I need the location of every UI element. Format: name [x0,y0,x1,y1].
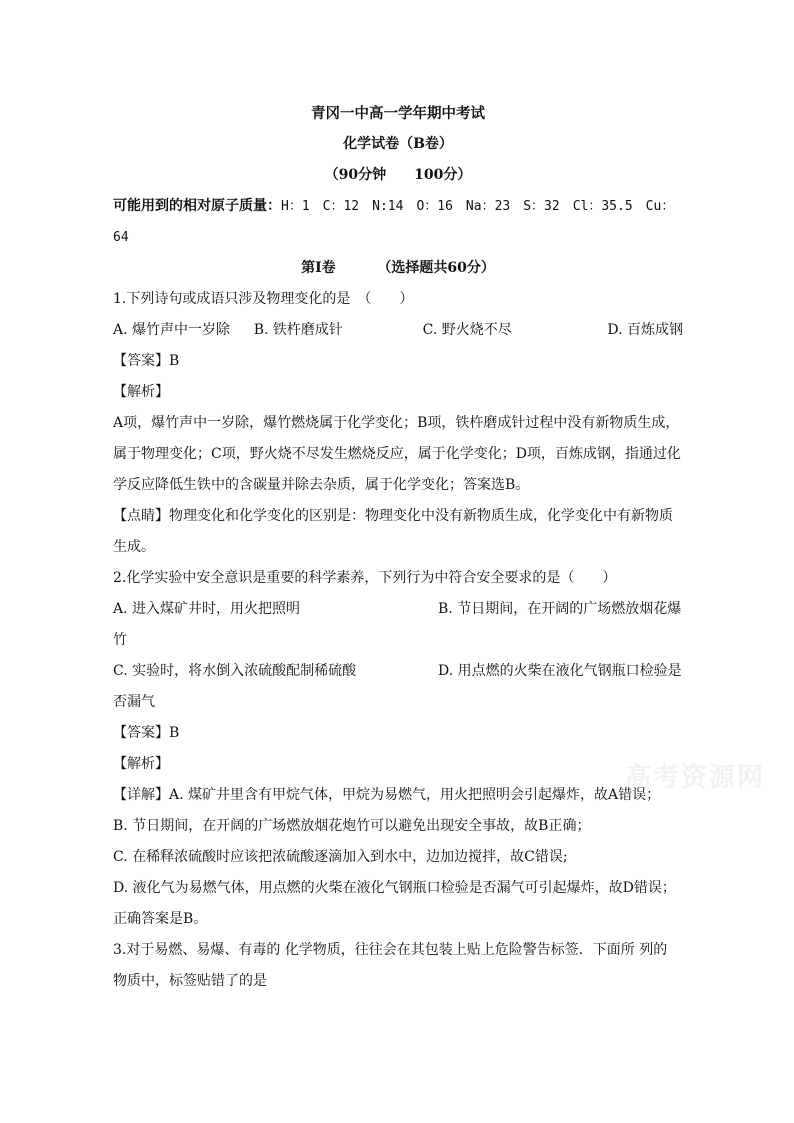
q2-detail-line: B. 节日期间，在开阔的广场燃放烟花炮竹可以避免出现安全事故，故B正确； [113,818,591,834]
q2-options-row-2 [113,656,683,687]
q2-detail-line: C. 在稀释浓硫酸时应该把浓硫酸逐滴加入到水中，边加边搅拌，故C错误; [113,849,568,865]
q2-option-c: C. 实验时，将水倒入浓硫酸配制稀硫酸 [113,663,357,679]
q1-tip-line [113,501,683,532]
q1-option-d: D. 百炼成钢 [607,322,683,338]
time-score: （90分钟 100分） [324,167,472,183]
q2-analysis-label: 【解析】 [113,756,169,772]
q2-answer: 【答案】B [113,725,180,741]
q1-tip-text: 物理变化和化学变化的区别是：物理变化中没有新物质生成，化学变化中有新物质 [169,508,673,524]
q2-option-b-tail: 竹 [113,632,127,648]
watermark: 高考资源网 [625,763,766,793]
question-1-stem: 1.下列诗句或成语只涉及物理变化的是 （ ） [113,291,414,307]
paper-title: 化学试卷（B卷） [343,136,453,152]
q2-detail-line: D. 液化气为易燃气体，用点燃的火柴在液化气钢瓶口检验是否漏气可引起爆炸，故D错误； [113,880,676,896]
q1-analysis-label: 【解析】 [113,384,169,400]
q2-option-d: D. 用点燃的火柴在液化气钢瓶口检验是 [438,663,682,679]
question-1-options [113,315,683,346]
atomic-mass-line [113,191,683,222]
q2-option-a: A. 进入煤矿井时，用火把照明 [113,601,301,617]
q2-detail-text: A. 煤矿井里含有甲烷气体，甲烷为易燃气，用火把照明会引起爆炸，故A错误； [169,787,661,803]
atomic-mass-label: 可能用到的相对原子质量： [113,198,281,214]
q1-answer: 【答案】B [113,353,180,369]
atomic-mass-values: H：1 C：12 N:14 O：16 Na：23 S：32 Cl：35.5 Cu： [281,199,675,214]
question-2-stem: 2.化学实验中安全意识是重要的科学素养，下列行为中符合安全要求的是（ ） [113,570,617,586]
q1-option-c: C. 野火烧不尽 [422,322,512,338]
q2-option-d-tail: 否漏气 [113,694,155,710]
question-3-stem-line: 3.对于易燃、易爆、有毒的 化学物质，往往会在其包装上贴上危险警告标签．下面所 列的 [113,942,668,958]
q2-options-row-1 [113,594,683,625]
q1-analysis-line: 学反应降低生铁中的含碳量并除去杂质，属于化学变化；答案选B。 [113,477,530,493]
section-header [113,253,683,284]
question-3-stem-line: 物质中，标签贴错了的是 [113,973,267,989]
q2-detail-line [113,780,683,811]
q1-tip-label: 【点睛】 [113,508,169,524]
q2-detail-label: 【详解】 [113,787,169,803]
q1-analysis-line: A项，爆竹声中一岁除，爆竹燃烧属于化学变化；B项，铁杵磨成针过程中没有新物质生成， [113,415,680,431]
section-part: 第Ⅰ卷 [301,260,336,276]
q2-option-b: B. 节日期间，在开阔的广场燃放烟花爆 [438,601,682,617]
atomic-mass-tail: 64 [113,230,129,245]
q1-option-a: A. 爆竹声中一岁除 [113,322,231,338]
q2-detail-line: 正确答案是B。 [113,911,208,927]
exam-page [113,96,683,997]
q1-tip-line: 生成。 [113,539,155,555]
q1-analysis-line: 属于物理变化；C项，野火烧不尽发生燃烧反应，属于化学变化；D项，百炼成钢，指通过化 [113,446,681,462]
school-title: 青冈一中高一学年期中考试 [311,105,485,122]
q1-option-b: B. 铁杵磨成针 [253,322,343,338]
section-desc: （选择题共60分） [377,260,495,276]
